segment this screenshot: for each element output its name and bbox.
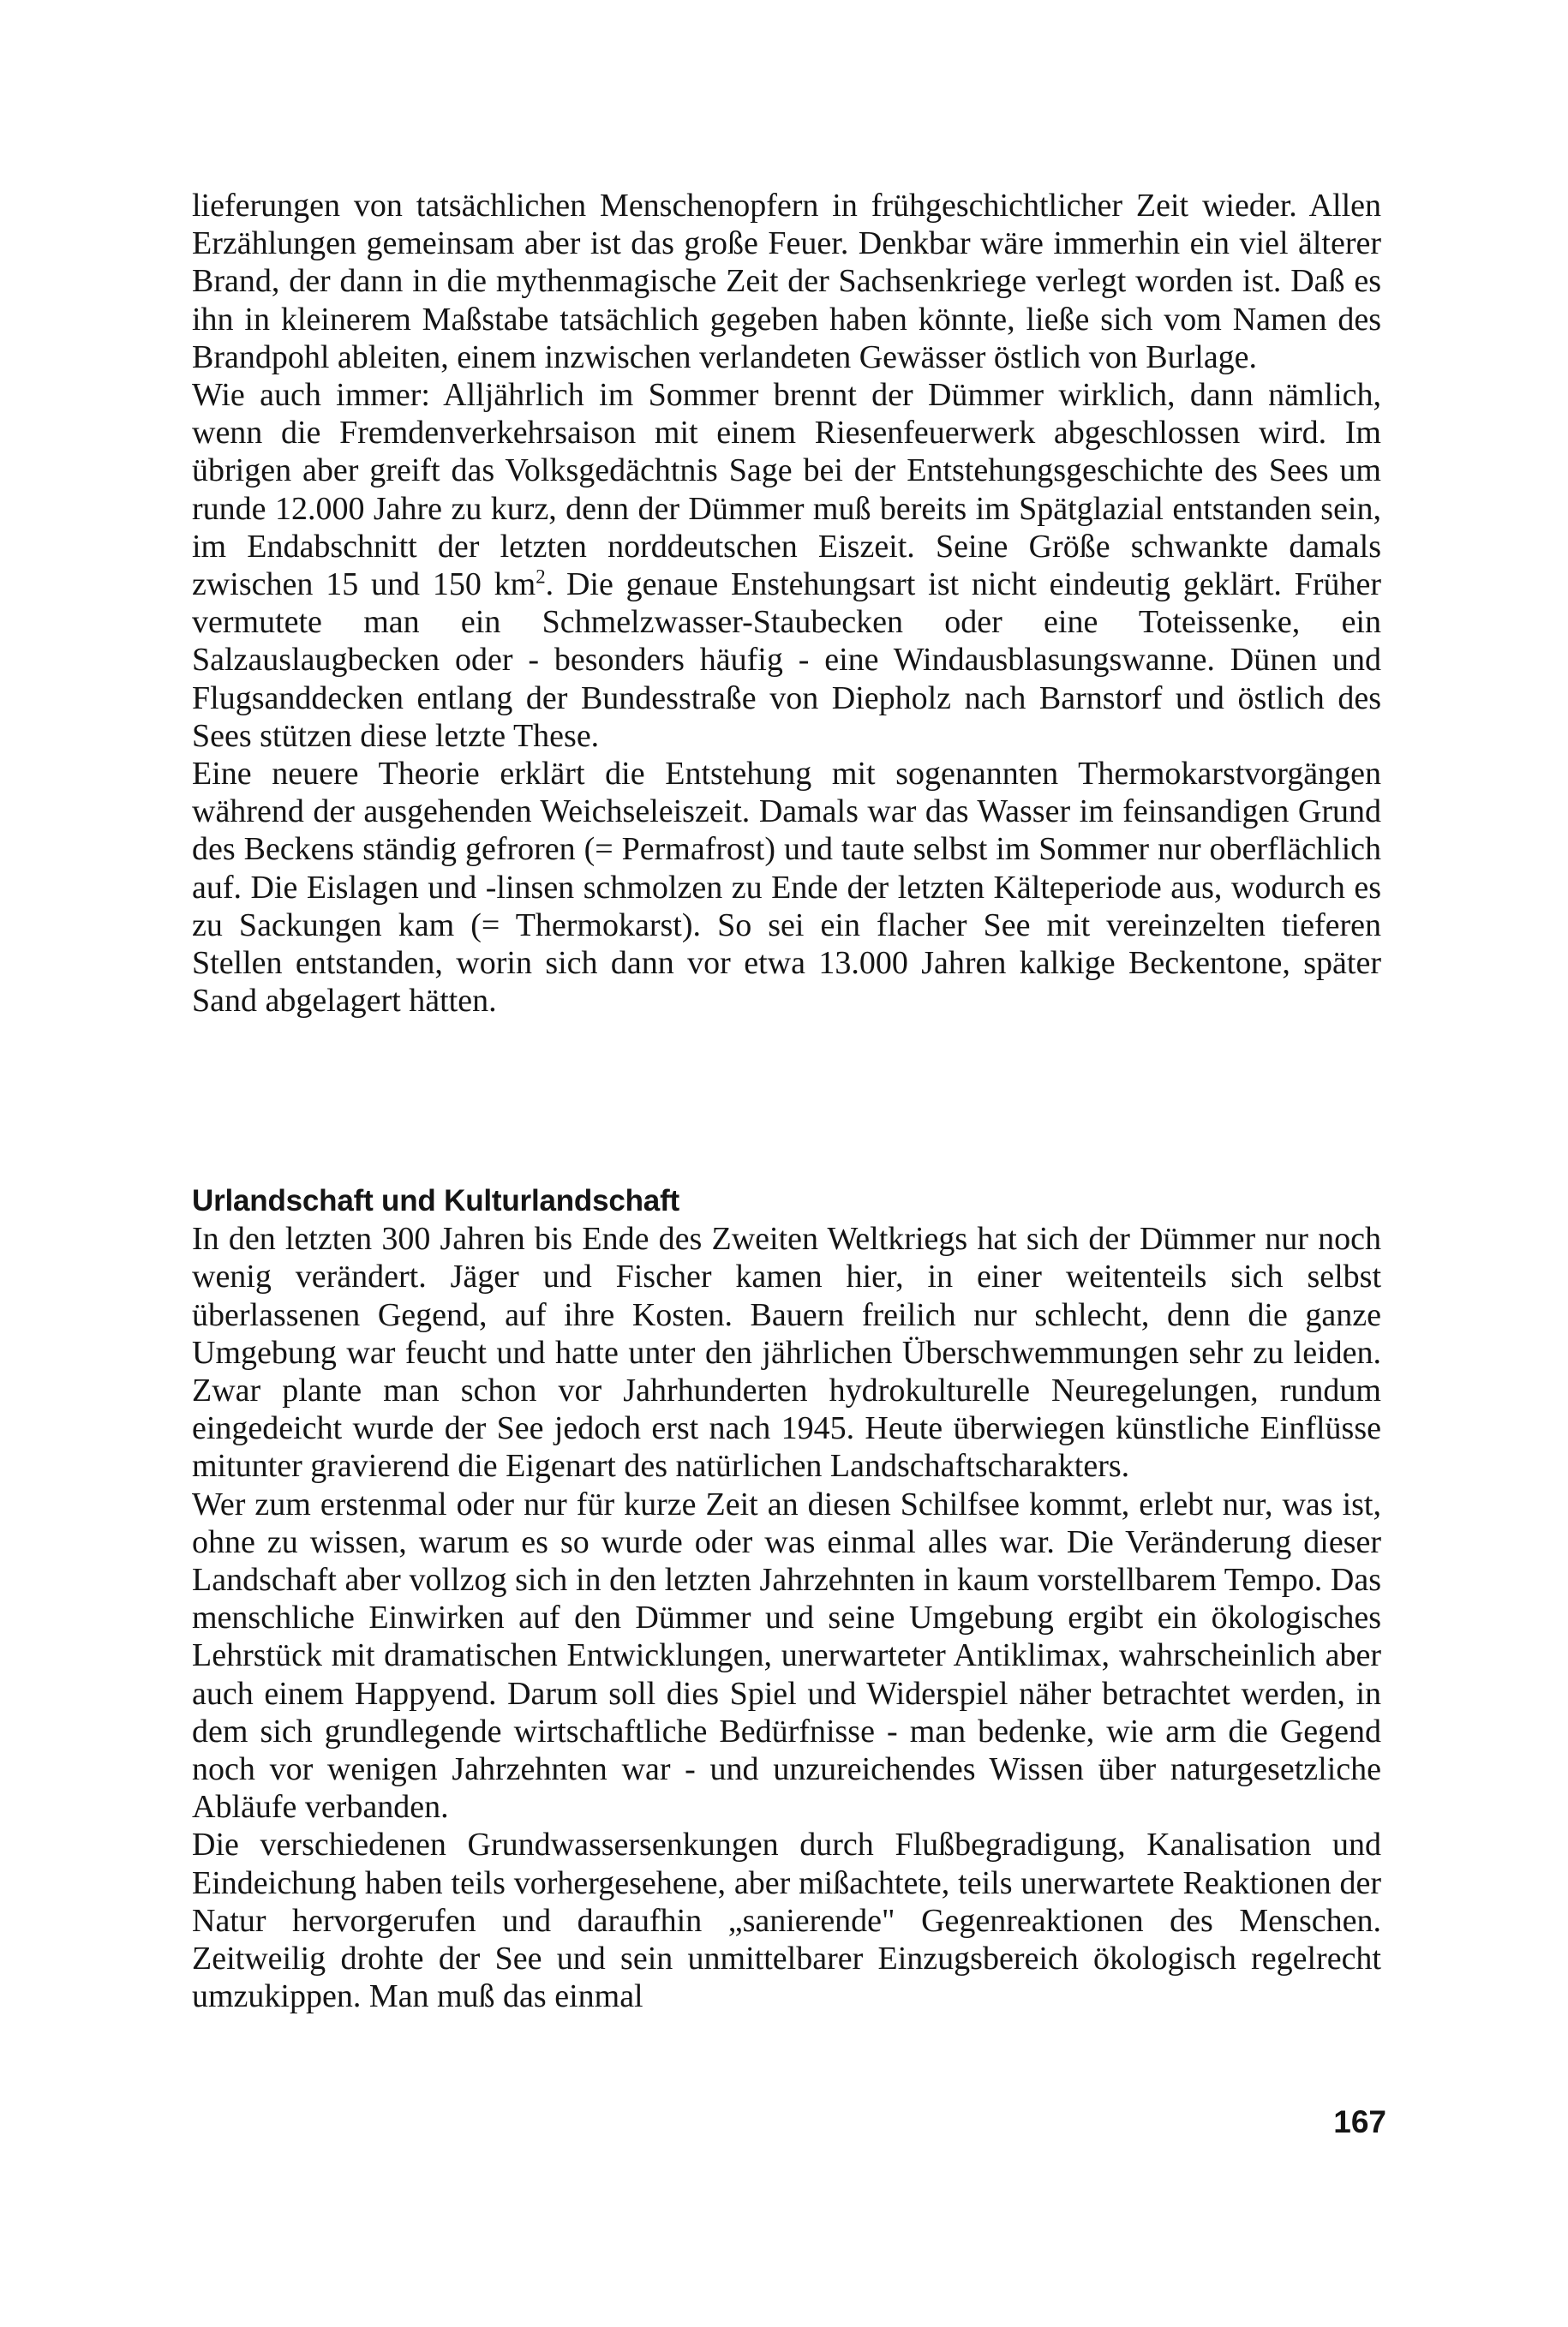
section-heading: Urlandschaft und Kulturlandschaft — [192, 1184, 679, 1217]
paragraph-2-text-start: Wie auch immer: Alljährlich im Sommer brennt der Dümmer wirklich, dann nämlich, wenn die Fremdenverkehrsaison mit einem Riesenfeuerwerk abgeschlossen wird. Im übrigen aber greift das Volksgedächtnis Sage bei der Entstehungsgeschichte des Sees um runde 12.000 Jahre zu kurz, denn der Dümmer muß bereits im Spätglazial entstanden sein, im Endabschnitt der letzten norddeutschen Eiszeit. Seine Größe schwankte damals zwischen 15 und 150 km — [192, 377, 1381, 603]
section-paragraph-2: Wer zum erstenmal oder nur für kurze Zeit an diesen Schilfsee kommt, erlebt nur, was ist, ohne zu wissen, warum es so wurde oder was einmal alles war. Die Veränderung dieser Landschaft aber vollzog sich in den letzten Jahrzehnten in kaum vorstellbarem Tempo. Das menschliche Einwirken auf den Dümmer und seine Umgebung ergibt ein ökologisches Lehrstück mit dramatischen Entwicklungen, unerwarteter Antiklimax, wahrscheinlich aber auch einem Happyend. Darum soll dies Spiel und Widerspiel näher betrachtet werden, in dem sich grundlegende wirtschaftliche Bedürfnisse - man bedenke, wie arm die Gegend noch vor wenigen Jahrzehnten war - und unzureichendes Wissen über naturgesetzliche Abläufe verbanden. — [192, 1486, 1381, 1826]
section-block — [192, 1182, 1381, 2015]
superscript-2: 2 — [536, 565, 546, 588]
paragraph-2 — [192, 376, 1381, 755]
paragraph-1: lieferungen von tatsächlichen Menschenopfern in frühgeschichtlicher Zeit wieder. Allen Erzählungen gemeinsam aber ist das große Feuer. Denkbar wäre immerhin ein viel älterer Brand, der dann in die mythenmagische Zeit der Sachsenkriege verlegt worden ist. Daß es ihn in kleinerem Maßstabe tatsächlich gegeben haben könnte, ließe sich vom Namen des Brandpohl ableiten, einem inzwischen verlandeten Gewässer östlich von Burlage. — [192, 188, 1381, 375]
paragraph-3: Eine neuere Theorie erklärt die Entstehung mit sogenannten Thermokarstvorgängen während der ausgehenden Weichseleiszeit. Damals war das Wasser im feinsandigen Grund des Beckens ständig gefroren (= Permafrost) und taute selbst im Sommer nur oberflächlich auf. Die Eislagen und -linsen schmolzen zu Ende der letzten Kälteperiode aus, wodurch es zu Sackungen kam (= Thermokarst). So sei ein flacher See mit vereinzelten tieferen Stellen entstanden, worin sich dann vor etwa 13.000 Jahren kalkige Beckentone, später Sand abgelagert hätten. — [192, 756, 1381, 1020]
section-paragraph-1: In den letzten 300 Jahren bis Ende des Zweiten Weltkriegs hat sich der Dümmer nur noch wenig verändert. Jäger und Fischer kamen hier, in einer weitenteils sich selbst überlassenen Gegend, auf ihre Kosten. Bauern freilich nur schlecht, denn die ganze Umgebung war feucht und hatte unter den jährlichen Überschwemmungen sehr zu leiden. Zwar plante man schon vor Jahrhunderten hydrokulturelle Neuregelungen, rundum eingedeicht wurde der See jedoch erst nach 1945. Heute überwiegen künstliche Einflüsse mitunter gravierend die Eigenart des natürlichen Landschaftscharakters. — [192, 1221, 1381, 1485]
section-paragraph-3: Die verschiedenen Grundwassersenkungen durch Flußbegradigung, Kanalisation und Eindeichung haben teils vorhergesehene, aber mißachtete, teils unerwartete Reaktionen der Natur hervorgerufen und daraufhin „sanierende" Gegenreaktionen des Menschen. Zeitweilig drohte der See und sein unmittelbarer Einzugsbereich ökologisch regelrecht umzukippen. Man muß das einmal — [192, 1827, 1381, 2015]
top-text-block — [192, 187, 1381, 1020]
paragraph-2-text-end: . Die genaue Enstehungsart ist nicht eindeutig geklärt. Früher vermutete man ein Schmelzwasser-Staubecken oder eine Toteissenke, ein Salzauslaugbecken oder - besonders häufig - eine Windausblasungswanne. Dünen und Flugsanddecken entlang der Bundesstraße von Diepholz nach Barnstorf und östlich des Sees stützen diese letzte These. — [192, 566, 1382, 754]
page-number: 167 — [1333, 2104, 1386, 2139]
